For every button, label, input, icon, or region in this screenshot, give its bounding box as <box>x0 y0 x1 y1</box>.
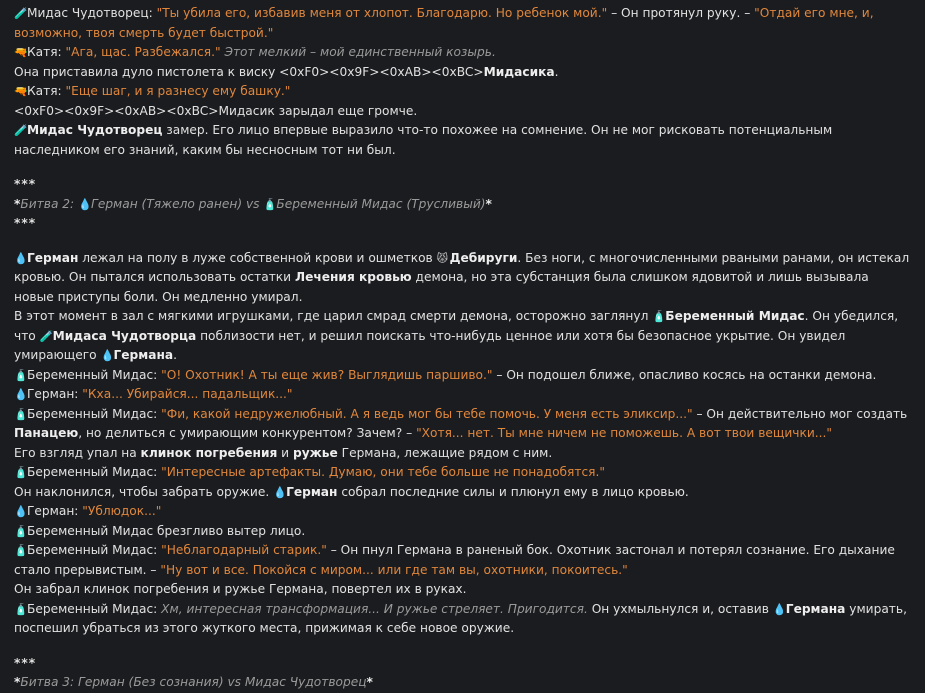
blood-drop-icon: 💧 <box>14 505 28 518</box>
section-divider: *** <box>14 177 37 191</box>
narration-line: 🧴Беременный Мидас брезгливо вытер лицо. <box>14 522 911 542</box>
potion-bottle-icon: 🧴 <box>14 524 28 538</box>
narration-line: Она приставила дуло пистолета к виску <0xF0><0x9F><0xAB><0xBC>Мидасика. <box>14 64 559 79</box>
narration-line: Его взгляд упал на клинок погребения и ружье Германа, лежащие рядом с ним. <box>14 445 553 460</box>
blood-drop-icon: 💧 <box>273 485 287 499</box>
narration-line: <0xF0><0x9F><0xAB><0xBC>Мидасик зарыдал еще громче. <box>14 103 418 118</box>
blood-drop-icon: 💧 <box>78 197 92 211</box>
magic-wand-icon: 🧪 <box>14 7 28 20</box>
dialogue-line: 🧴Беременный Мидас: "О! Охотник! А ты еще жив? Выглядишь паршиво." – Он подошел ближе, опасливо косясь на останки демона. <box>14 366 911 386</box>
potion-bottle-icon: 🧴 <box>263 197 278 211</box>
dialogue-line: 💧Герман: "Ублюдок..." <box>14 502 911 522</box>
potion-bottle-icon: 🧴 <box>14 407 28 421</box>
dialogue-line: 🧴Беременный Мидас: "Фи, какой недружелюбный. А я ведь мог бы тебе помочь. У меня есть эликсир..." – Он действительно мог создать Панацею, но делиться с умирающим конкурентом? Зачем? – "Хотя... нет. Ты мне ничем не поможешь. А вот твои вещички..." <box>14 406 908 440</box>
narration-line: В этот момент в зал с мягкими игрушками, где царил смрад смерти демона, осторожно заглянул 🧴Беременный Мидас. Он убедился, что 🧪Мидаса Чудотворца поблизости нет, и решил поискать что-нибудь ценное или хотя бы безопасное укрытие. Он увидел умирающего 💧Германа. <box>14 307 911 366</box>
potion-bottle-icon: 🧴 <box>14 602 28 616</box>
blood-drop-icon: 💧 <box>100 349 115 362</box>
battle-header: *Битва 2: 💧Герман (Тяжело ранен) vs 🧴Беременный Мидас (Трусливый)* <box>14 195 911 215</box>
narration-line: 💧Герман лежал на полу в луже собственной крови и ошметков 😾 Дебируги. Без ноги, с многочисленными рваными ранами, он истекал кровью. Он пытался использовать остатки Лечения кровью демона, но эта субстанция была слишком ядовитой и лишь вызывала новые приступы боли. Он медленно умирал. <box>14 250 910 304</box>
demon-face-icon: 😾 <box>436 251 449 265</box>
potion-bottle-icon: 🧴 <box>652 310 666 323</box>
dialogue-line: 💧Герман: "Кха... Убирайся... падальщик..." <box>14 385 911 405</box>
section-divider: *** <box>14 655 37 670</box>
magic-wand-icon: 🧪 <box>14 124 28 137</box>
potion-bottle-icon: 🧴 <box>14 544 28 557</box>
dialogue-line: 🧴Беременный Мидас: "Неблагодарный старик." – Он пнул Германа в раненый бок. Охотник застонал и потерял сознание. Его дыхание стало прерывистым. – "Ну вот и все. Покойся с миром... или где там вы, охотники, покоитесь." <box>14 543 895 577</box>
potion-bottle-icon: 🧴 <box>14 466 28 479</box>
narration-line: Он забрал клинок погребения и ружье Германа, повертел их в руках. <box>14 582 467 596</box>
narration-line: 🧪Мидас Чудотворец замер. Его лицо впервые выразило что-то похожее на сомнение. Он не мог рисковать потенциальным наследником его знаний, каким бы несносным тот ни был. <box>14 123 833 157</box>
dialogue-line: 🔫Катя: "Еще шаг, и я разнесу ему башку." <box>14 82 911 102</box>
dialogue-line: 🧴Беременный Мидас: "Интересные артефакты. Думаю, они тебе больше не понадобятся." <box>14 463 911 483</box>
battle-header: *Битва 3: Герман (Без сознания) vs Мидас Чудотворец* <box>14 675 373 689</box>
magic-wand-icon: 🧪 <box>39 329 54 343</box>
blood-drop-icon: 💧 <box>14 388 28 401</box>
potion-bottle-icon: 🧴 <box>14 368 28 382</box>
section-divider: *** <box>14 216 37 230</box>
blood-drop-icon: 💧 <box>14 251 28 265</box>
dialogue-line: 🧪Мидас Чудотворец: "Ты убила его, избавив меня от хлопот. Благодарю. Но ребенок мой." – Он протянул руку. – "Отдай его мне, и, возможно, твоя смерть будет быстрой." <box>14 6 874 40</box>
water-pistol-icon: 🔫 <box>14 85 28 98</box>
blood-drop-icon: 💧 <box>772 602 787 616</box>
dialogue-line: 🔫Катя: "Ага, щас. Разбежался." Этот мелкий – мой единственный козырь. <box>14 43 911 63</box>
narration-line: Он наклонился, чтобы забрать оружие. 💧Герман собрал последние силы и плюнул ему в лицо кровью. <box>14 483 911 503</box>
water-pistol-icon: 🔫 <box>14 46 28 59</box>
dialogue-line: 🧴Беременный Мидас: Хм, интересная трансформация... И ружье стреляет. Пригодится. Он ухмыльнулся и, оставив 💧Германа умирать, поспешил убраться из этого жуткого места, прижимая к себе новое оружие. <box>14 601 907 635</box>
